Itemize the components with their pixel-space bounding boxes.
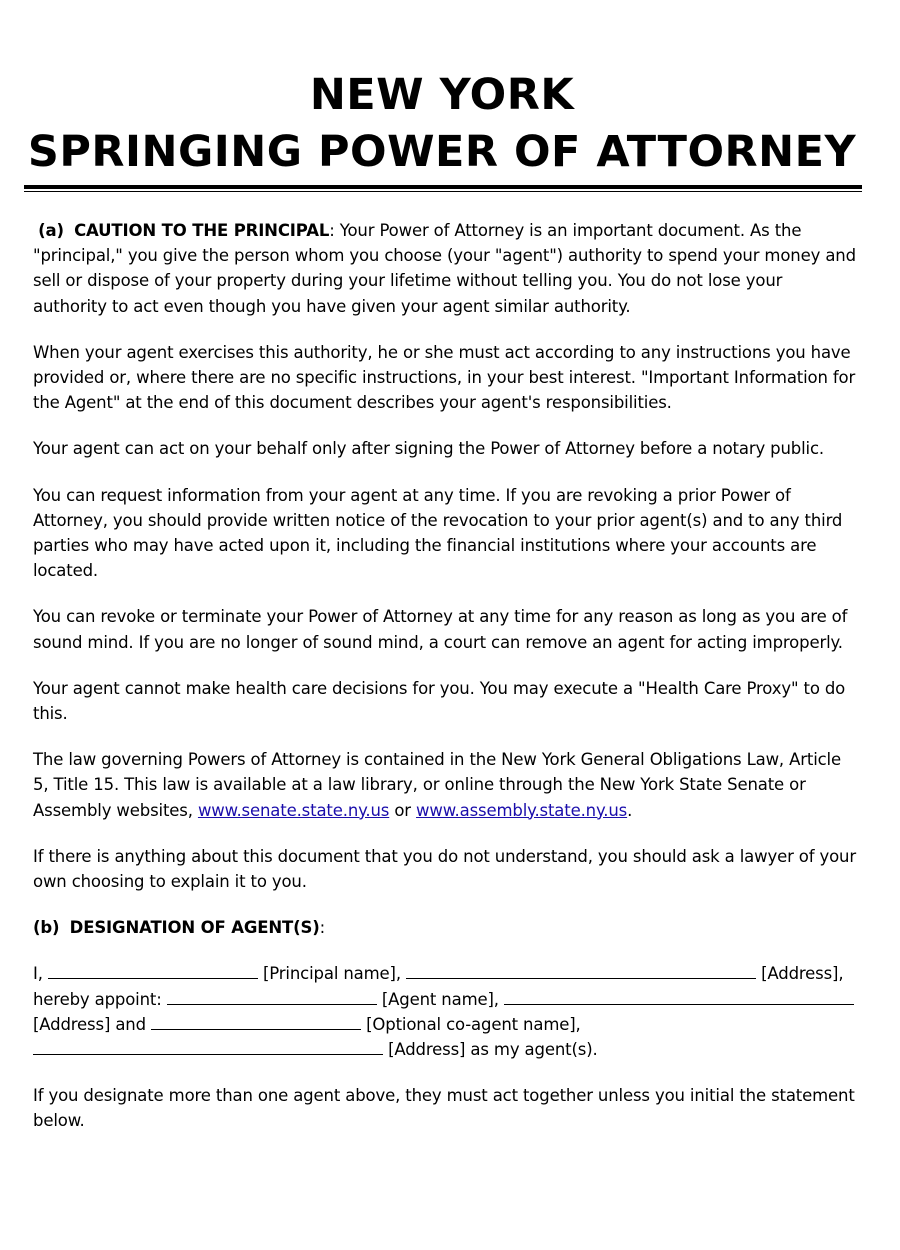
title-divider-thick bbox=[24, 185, 862, 189]
designation-paragraph: I, [Principal name], [Address], hereby appoint: [Agent name], [Address] and [Optional co-agent name], [Address] as my agent(s). bbox=[33, 961, 859, 1062]
agent-name-field[interactable] bbox=[167, 990, 377, 1005]
caution-text: Your Power of Attorney is an important document. As the "principal," you give the person whom you choose (your "agent") authority to spend your money and sell or dispose of your property during your lifetime without telling you. You do not lose your authority to act even though you have given your agent similar authority. bbox=[33, 221, 856, 316]
senate-website-link[interactable]: www.senate.state.ny.us bbox=[197, 800, 390, 820]
document-body bbox=[33, 218, 859, 1155]
principal-name-field[interactable] bbox=[48, 964, 258, 979]
health-care-paragraph: Your agent cannot make health care decisions for you. You may execute a "Health Care Proxy" to do this. bbox=[33, 678, 846, 724]
section-a-label: (a) bbox=[38, 221, 64, 240]
document-title: SPRINGING POWER OF ATTORNEY bbox=[27, 127, 857, 177]
agent-address-field[interactable] bbox=[504, 990, 854, 1005]
terminate-paragraph: You can revoke or terminate your Power of Attorney at any time for any reason as long as you are of sound mind. If you are no longer of sound mind, a court can remove an agent for acting improperly. bbox=[33, 607, 848, 652]
section-b-heading: DESIGNATION OF AGENT(S) bbox=[69, 918, 320, 938]
section-b-heading-line: (b) DESIGNATION OF AGENT(S): bbox=[33, 918, 326, 938]
section-a-heading: CAUTION TO THE PRINCIPAL bbox=[74, 221, 330, 240]
multiple-agents-paragraph: If you designate more than one agent above, they must act together unless you initial the statement below. bbox=[33, 1086, 855, 1131]
document-title-state: NEW YORK bbox=[309, 70, 575, 120]
law-paragraph: The law governing Powers of Attorney is contained in the New York General Obligations Law, Article 5, Title 15. This law is available at a law library, or online through the New York State Senate or Assembly websites, www.senate.state.ny.us or www.assembly.state.ny.us. bbox=[33, 750, 841, 820]
coagent-address-field[interactable] bbox=[33, 1040, 383, 1055]
coagent-name-field[interactable] bbox=[151, 1015, 361, 1030]
principal-address-field[interactable] bbox=[406, 964, 756, 979]
agent-instructions-paragraph: When your agent exercises this authority, he or she must act according to any instructions you have provided or, where there are no specific instructions, in your best interest. "Important Information for the Agent" at the end of this document describes your agent's responsibilities. bbox=[33, 342, 856, 413]
title-divider-thin bbox=[24, 191, 862, 192]
revocation-paragraph: You can request information from your agent at any time. If you are revoking a prior Power of Attorney, you should provide written notice of the revocation to your prior agent(s) and to any third parties who may have acted upon it, including the financial institutions where your accounts are located. bbox=[33, 485, 843, 581]
assembly-website-link[interactable]: www.assembly.state.ny.us bbox=[416, 800, 628, 820]
section-b-label: (b) bbox=[33, 918, 60, 938]
notary-paragraph: Your agent can act on your behalf only after signing the Power of Attorney before a notary public. bbox=[33, 439, 824, 459]
lawyer-paragraph: If there is anything about this document that you do not understand, you should ask a lawyer of your own choosing to explain it to you. bbox=[33, 846, 856, 892]
caution-paragraph: (a) CAUTION TO THE PRINCIPAL: Your Power of Attorney is an important document. As the "principal," you give the person whom you choose (your "agent") authority to spend your money and sell or dispose of your property during your lifetime without telling you. You do not lose your authority to act even though you have given your agent similar authority. bbox=[33, 221, 856, 316]
